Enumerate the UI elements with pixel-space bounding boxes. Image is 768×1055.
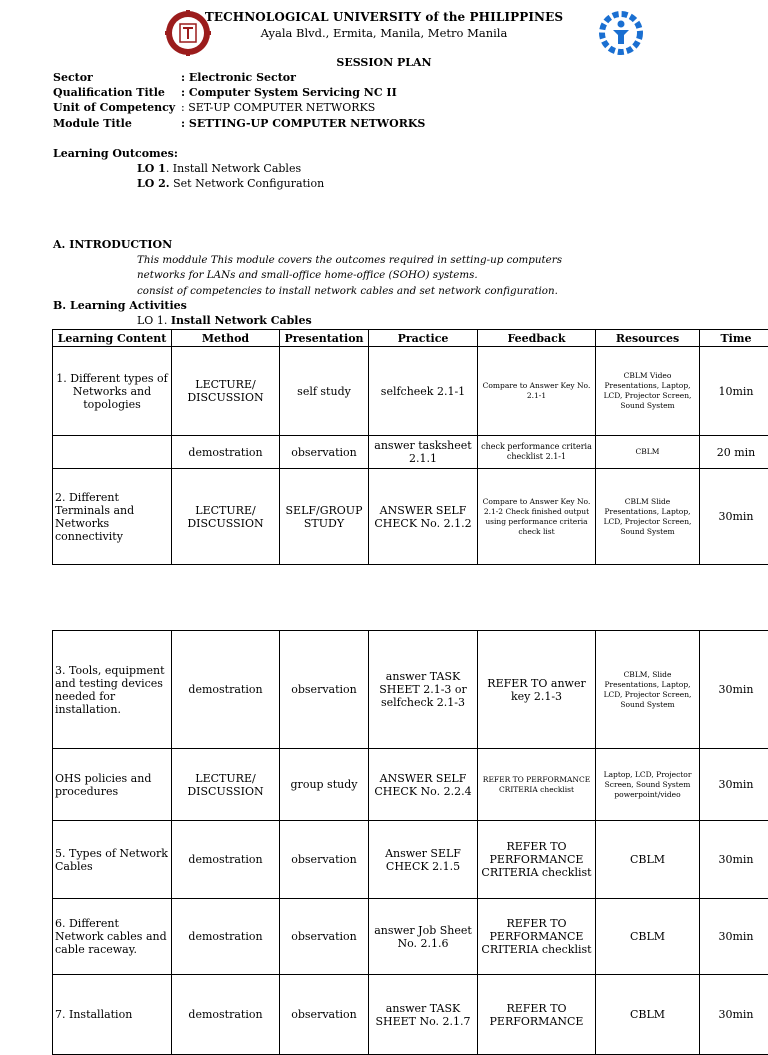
header-time: Time [700,330,768,347]
cell-feedback: REFER TO PERFORMANCE CRITERIA checklist [478,821,596,899]
introduction-line: networks for LANs and small-office home-office (SOHO) systems. [137,268,478,284]
table-row [53,469,768,565]
activities-table-bottom [52,630,768,1055]
header-method: Method [172,330,280,347]
table-row [53,899,768,975]
table-row [53,749,768,821]
cell-content: 3. Tools, equipment and testing devices needed for installation. [53,631,172,749]
header-resources: Resources [596,330,700,347]
activities-table-top [52,329,768,565]
table-header-row [53,330,768,347]
cell-practice: Answer SELF CHECK 2.1.5 [369,821,478,899]
header-presentation: Presentation [280,330,369,347]
introduction-line: This moddule This module covers the outcomes required in setting-up computers [137,253,562,269]
info-row-qualification [53,86,397,99]
cell-presentation: self study [280,347,369,436]
cell-content: OHS policies and procedures [53,749,172,821]
cell-content: 1. Different types of Networks and topologies [53,347,172,436]
header-practice: Practice [369,330,478,347]
cell-presentation: observation [280,436,369,469]
info-row-unit [53,101,375,114]
cell-resources: Laptop, LCD, Projector Screen, Sound System powerpoint/video [596,749,700,821]
cell-method: demostration [172,436,280,469]
info-value: : SETTING-UP COMPUTER NETWORKS [181,117,425,130]
cell-feedback: REFER TO PERFORMANCE CRITERIA checklist [478,749,596,821]
info-label: Qualification Title [53,86,181,99]
cell-method: LECTURE/ DISCUSSION [172,347,280,436]
cell-method: LECTURE/ DISCUSSION [172,749,280,821]
cell-feedback: Compare to Answer Key No. 2.1-2 Check finished output using performance criteria check list [478,469,596,565]
cell-presentation: observation [280,821,369,899]
cell-practice: answer tasksheet 2.1.1 [369,436,478,469]
table-row [53,631,768,749]
learning-activities-heading: B. Learning Activities [53,299,187,312]
university-name: TECHNOLOGICAL UNIVERSITY of the PHILIPPINES [0,10,768,24]
cell-time: 30min [700,749,768,821]
cell-practice: answer Job Sheet No. 2.1.6 [369,899,478,975]
cell-presentation: SELF/GROUP STUDY [280,469,369,565]
cell-method: demostration [172,899,280,975]
info-value: : Electronic Sector [181,71,296,84]
lo-text: Set Network Configuration [170,177,325,190]
lo-title: Install Network Cables [171,314,312,327]
info-row-sector [53,71,296,84]
cell-presentation: group study [280,749,369,821]
info-label: Sector [53,71,181,84]
cell-practice: answer TASK SHEET 2.1-3 or selfcheck 2.1-3 [369,631,478,749]
cell-resources: CBLM [596,975,700,1055]
cell-resources: CBLM, Slide Presentations, Laptop, LCD, Projector Screen, Sound System [596,631,700,749]
cell-method: demostration [172,975,280,1055]
cell-resources: CBLM [596,899,700,975]
cell-method: LECTURE/ DISCUSSION [172,469,280,565]
lo-code: LO 1 [137,162,166,175]
cell-presentation: observation [280,631,369,749]
cell-practice: selfcheek 2.1-1 [369,347,478,436]
lo-prefix: LO 1. [137,314,171,327]
university-address: Ayala Blvd., Ermita, Manila, Metro Manila [0,26,768,40]
cell-time: 30min [700,469,768,565]
cell-content: 2. Different Terminals and Networks connectivity [53,469,172,565]
cell-practice: ANSWER SELF CHECK No. 2.1.2 [369,469,478,565]
table-row [53,975,768,1055]
cell-feedback: REFER TO PERFORMANCE CRITERIA checklist [478,899,596,975]
table-row [53,821,768,899]
introduction-line: consist of competencies to install network cables and set network configuration. [137,284,558,300]
cell-feedback: check performance criteria checklist 2.1-1 [478,436,596,469]
info-value: : Computer System Servicing NC II [181,86,397,99]
table-row [53,347,768,436]
cell-practice: answer TASK SHEET No. 2.1.7 [369,975,478,1055]
cell-time: 30min [700,899,768,975]
header-feedback: Feedback [478,330,596,347]
cell-time: 20 min [700,436,768,469]
learning-outcome-2 [137,177,324,190]
cell-content: 7. Installation [53,975,172,1055]
page-title: SESSION PLAN [0,56,768,69]
activities-lo-title [137,314,312,327]
cell-time: 30min [700,821,768,899]
cell-content: 5. Types of Network Cables [53,821,172,899]
cell-resources: CBLM Slide Presentations, Laptop, LCD, Projector Screen, Sound System [596,469,700,565]
cell-practice: ANSWER SELF CHECK No. 2.2.4 [369,749,478,821]
table-row [53,436,768,469]
cell-presentation: observation [280,899,369,975]
learning-outcome-1 [137,162,301,175]
lo-text: . Install Network Cables [166,162,301,175]
info-label: Unit of Competency [53,101,181,114]
cell-method: demostration [172,821,280,899]
cell-content: 6. Different Network cables and cable raceway. [53,899,172,975]
cell-resources: CBLM [596,821,700,899]
cell-time: 30min [700,631,768,749]
cell-feedback: Compare to Answer Key No. 2.1-1 [478,347,596,436]
info-row-module [53,117,425,130]
cell-feedback: REFER TO anwer key 2.1-3 [478,631,596,749]
cell-time: 10min [700,347,768,436]
cell-presentation: observation [280,975,369,1055]
cell-feedback: REFER TO PERFORMANCE [478,975,596,1055]
cell-resources: CBLM Video Presentations, Laptop, LCD, Projector Screen, Sound System [596,347,700,436]
info-label: Module Title [53,117,181,130]
lo-code: LO 2. [137,177,170,190]
cell-content [53,436,172,469]
introduction-heading: A. INTRODUCTION [53,238,172,251]
cell-method: demostration [172,631,280,749]
cell-resources: CBLM [596,436,700,469]
info-value: : SET-UP COMPUTER NETWORKS [181,101,375,114]
learning-outcomes-heading: Learning Outcomes: [53,147,178,160]
cell-time: 30min [700,975,768,1055]
header-learning-content: Learning Content [53,330,172,347]
